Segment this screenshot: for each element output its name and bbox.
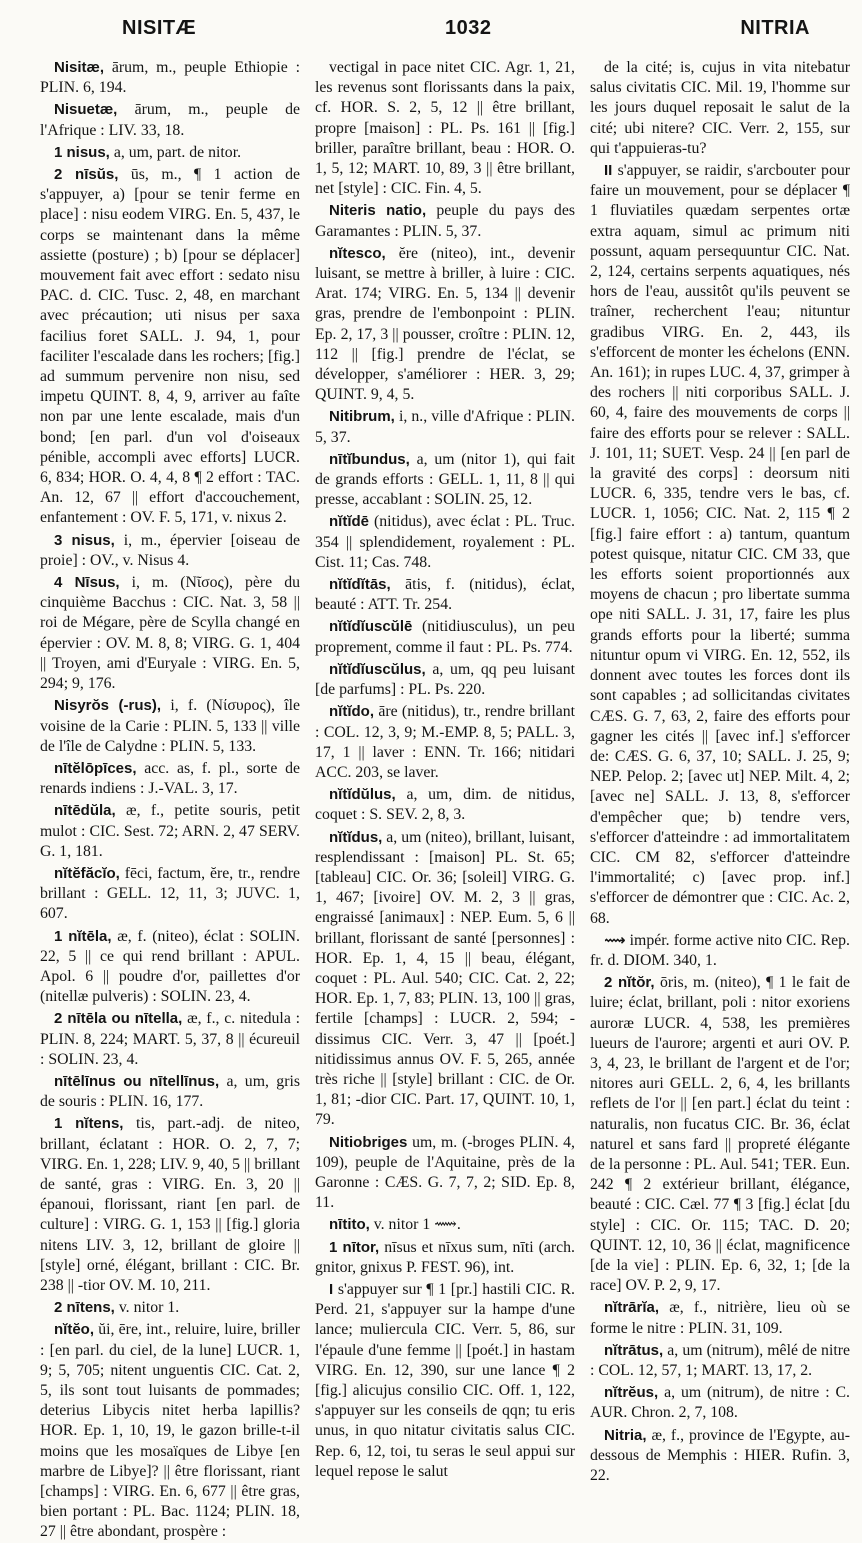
entry-definition: ārum, m., peuple de l'Afrique : LIV. 33, 18. <box>40 101 300 139</box>
entry-headword: 3 nisus, <box>54 531 115 549</box>
dictionary-entry <box>315 1133 575 1214</box>
entry-headword: nĭtĕfăcĭo, <box>54 864 120 882</box>
dictionary-entry <box>40 759 300 799</box>
entry-headword: nĭtĭdus, <box>329 828 383 846</box>
entry-headword: nĭtrĕus, <box>604 1384 659 1402</box>
entry-headword: nītito, <box>329 1216 370 1234</box>
entry-definition: i, n., ville d'Afrique : PLIN. 5, 37. <box>315 408 575 446</box>
entry-definition: tis, part.-adj. de niteo, brillant, éclatant : HOR. O. 2, 7, 7; VIRG. En. 1, 228; LIV. 9, 40, 5 || brillant de santé, gras : VIRG. En. 3, 20 || épanoui, florissant, riant [en parl. de culture] : VIRG. G. 1, 153 || [fig.] gloria nitens LIV. 3, 12, brillant de gloire || [style] orné, élégant, brillant : CIC. Br. 238 || -tior OV. M. 10, 211. <box>40 1115 300 1294</box>
dictionary-entry <box>315 702 575 783</box>
entry-definition: ĕre (niteo), int., devenir luisant, se mettre à briller, à luire : CIC. Arat. 174; VIRG. En. 5, 134 || devenir gras, prendre de l'embonpoint : PLIN. Ep. 2, 17, 3 || pousser, croître : PLIN. 12, 112 || [fig.] prendre de l'éclat, se développer, s'améliorer : HER. 3, 29; QUINT. 9, 4, 5. <box>315 244 575 404</box>
dictionary-entry <box>40 864 300 925</box>
entry-headword: nĭtĭdē <box>329 513 369 531</box>
entry-headword: Nitiobriges <box>329 1133 408 1151</box>
dictionary-entry <box>315 617 575 657</box>
entry-definition: v. nitor 1 ⟿. <box>373 1216 461 1234</box>
dictionary-entry <box>40 573 300 694</box>
entry-definition: a, um (nitrum), de nitre : C. AUR. Chron. 2, 7, 108. <box>590 1384 850 1422</box>
entry-definition: a, um, dim. de nitidus, coquet : S. SEV. 2, 8, 3. <box>315 786 575 824</box>
dictionary-entry <box>40 696 300 757</box>
entry-headword: nītĭbundus, <box>329 450 410 468</box>
entry-definition: nīsus et nīxus sum, nīti (arch. gnitor, gnixus P. FEST. 96), int. <box>315 1238 575 1276</box>
entry-headword: II <box>604 162 613 180</box>
entry-definition: a, um, qq peu luisant [de parfums] : PL. Ps. 220. <box>315 660 575 699</box>
entry-definition: impér. forme active nito CIC. Rep. fr. d. DIOM. 340, 1. <box>590 931 850 969</box>
entry-definition: a, um, gris de souris : PLIN. 16, 177. <box>40 1072 300 1111</box>
entry-definition: i, f. (Νίσυρος), île voisine de la Carie : PLIN. 5, 133 || ville de l'île de Calydne : PLIN. 5, 133. <box>40 697 300 755</box>
entry-headword: 2 nīsŭs, <box>54 166 119 184</box>
entry-headword: nĭtĭdŭlus, <box>329 786 396 804</box>
entry-headword: nītĕlōpīces, <box>54 759 137 777</box>
entry-headword: 1 nĭtens, <box>54 1115 124 1133</box>
entry-definition: (nitidiusculus), un peu proprement, comme il faut : PL. Ps. 774. <box>315 618 576 656</box>
header-right-word: NITRIA <box>740 17 810 39</box>
page-number: 1032 <box>444 17 492 39</box>
dictionary-entry <box>40 1114 300 1296</box>
entry-definition: āre (nitidus), tr., rendre brillant : COL. 12, 3, 9; M.-EMP. 8, 5; PALL. 3, 17, 1 || laver : ENN. Tr. 166; nitidari ACC. 203, se laver. <box>315 703 576 781</box>
dictionary-entry <box>315 58 575 199</box>
dictionary-entry <box>40 100 300 140</box>
entry-headword: nĭtĭdĭuscŭlus, <box>329 660 426 678</box>
entry-headword: nītēdŭla, <box>54 802 116 820</box>
entry-headword: I <box>329 1280 334 1298</box>
entry-definition: ōris, m. (niteo), ¶ 1 le fait de luire; éclat, brillant, poli : nitor exoriens auroræ LUCR. 4, 538, les premières lueurs de l'aurore; argenti et auri OV. P. 3, 4, 23, le brillant de l'argent et de l'or; nitores auri GELL. 2, 6, 4, les brillants reflets de l'or || [en part.] éclat du teint : naturalis, non fucatus CIC. Br. 36, éclat naturel et sans fard || propreté élégante de la personne : PL. Aul. 541; TER. Eun. 242 ¶ 2 extérieur brillant, élégance, beauté : CIC. Cæl. 77 ¶ 3 [fig.] éclat [du style] : CIC. Or. 115; TAC. D. 20; QUINT. 12, 10, 36 || éclat, magnificence [de la vie] : PLIN. Ep. 6, 32, 1; [de la race] OV. P. 2, 9, 17. <box>590 974 850 1295</box>
entry-definition: ŭi, ēre, int., reluire, luire, briller : [en parl. du ciel, de la lune] LUCR. 1, 9; 5, 705; nitent unguentis CIC. Cat. 2, 5, ils sont tout luisants de pommades; deterius Libycis nitet herba lapillis? HOR. Ep. 1, 10, 19, le gazon brille-t-il moins que les mosaïques de Libye [en marbre de Libye]? || être florissant, riant [champs] : VIRG. En. 6, 677 || être gras, bien portant : PL. Bac. 1124; PLIN. 18, 27 || être abondant, prospère : <box>40 1321 300 1541</box>
entry-headword: Nisitæ, <box>54 59 105 76</box>
dictionary-entry <box>315 512 575 573</box>
dictionary-entry <box>315 828 575 1131</box>
column-1 <box>40 58 301 1541</box>
entry-headword: 2 nītēla ou nītella, <box>54 1010 183 1028</box>
entry-definition: um, m. (-broges PLIN. 4, 109), peuple de l'Aquitaine, près de la Garonne : CÆS. G. 7, 7, 2; SID. Ep. 8, 11. <box>315 1133 575 1212</box>
entry-definition: a, um, part. de nitor. <box>113 143 242 161</box>
entry-headword: Nisuetæ, <box>54 101 118 119</box>
entry-headword: 2 nītens, <box>54 1299 115 1317</box>
dictionary-entry <box>315 785 575 825</box>
dictionary-entry <box>315 407 575 447</box>
dictionary-entry <box>590 931 850 971</box>
dictionary-entry <box>315 1215 575 1235</box>
column-2 <box>315 58 576 1480</box>
entry-definition: æ, f., petite souris, petit mulot : CIC. Sest. 72; ARN. 2, 47 SERV. G. 1, 181. <box>40 802 301 860</box>
dictionary-entry <box>40 1072 300 1112</box>
entry-headword: Nisyrŏs (-rus), <box>54 697 162 715</box>
entry-headword: ⟿ <box>604 931 626 949</box>
entry-definition: æ, f., c. nitedula : PLIN. 8, 224; MART. 5, 37, 8 || écureuil : SOLIN. 23, 4. <box>40 1010 300 1068</box>
entry-definition: peuple du pays des Garamantes : PLIN. 5, 37. <box>315 202 575 240</box>
column-3 <box>590 58 851 1485</box>
entry-headword: Nitibrum, <box>329 408 395 426</box>
entry-headword: 2 nĭtŏr, <box>604 974 655 992</box>
entry-headword: Nitria, <box>604 1426 647 1444</box>
dictionary-entry <box>40 1298 300 1318</box>
dictionary-entry <box>40 165 300 529</box>
entry-definition: a, um (niteo), brillant, luisant, resplendissant : [maison] PL. St. 65; [tableau] CIC. Or. 36; [soleil] VIRG. G. 1, 467; [ivoire] OV. M. 2, 3 || gras, engraissé [animaux] : NEP. Eum. 5, 6 || brillant, florissant de santé [personnes] : HOR. Ep. 1, 4, 15 || beau, élégant, coquet : PL. Aul. 540; CIC. Cat. 2, 22; HOR. Ep. 1, 7, 83; PLIN. 13, 100 || gras, fertile [champs] : LUCR. 2, 594; -dissimus CIC. Verr. 3, 47 || [poét.] nitidissimus annus OV. F. 5, 265, année très riche || [style] brillant : CIC. de Or. 1, 81; -dior CIC. Part. 17, QUINT. 10, 1, 79. <box>315 828 575 1129</box>
entry-headword: nĭtĭdĭtās, <box>329 576 391 594</box>
entry-definition: ārum, m., peuple Ethiopie : PLIN. 6, 194. <box>40 59 300 97</box>
entry-definition: de la cité; is, cujus in vita nitebatur salus civitatis CIC. Mil. 19, l'homme sur les jours duquel reposait le salut de la cité; ubi nitere? CIC. Verr. 2, 155, sur qui t'appuieras-tu? <box>590 59 850 157</box>
dictionary-entry <box>590 1341 850 1381</box>
dictionary-entry <box>590 973 850 1296</box>
dictionary-entry <box>315 450 575 511</box>
entry-definition: s'appuyer, se raidir, s'arcbouter pour faire un mouvement, pour se déplacer ¶ 1 fluviatiles quædam serpentes ortæ extra aquam, simul ac primum niti possunt, aquam persequuntur CIC. Nat. 2, 124, certains serpents aquatiques, nés hors de l'eau, aussitôt qu'ils peuvent se traîner, recherchent l'eau; nituntur gradibus VIRG. En. 2, 443, ils s'efforcent de monter les échelons (ENN. An. 161); in rupes LUC. 4, 37, grimper à des rochers || niti corporibus SALL. J. 60, 4, faire des mouvements de corps || faire des efforts pour se relever : SALL. J. 101, 11; SUET. Vesp. 24 || [en parl de la gravité des corps] : deorsum niti LUCR. 6, 335, tendre vers le bas, cf. LUCR. 1, 1056; CIC. Nat. 2, 115 ¶ 2 [fig.] faire effort : a) tantum, quantum potest quisque, nitatur CIC. CM 33, que les efforts soient proportionnés aux moyens de chacun ; pro libertate summa ope niti SALL. J. 31, 17, faire les plus grands efforts pour la liberté; summa nituntur opum vi VIRG. En. 12, 552, ils donnent avec toutes les forces dont ils sont capables ; ad sollicitandas civitates CÆS. G. 7, 63, 2, faire des efforts pour gagner les cités || [avec inf.] s'efforcer de: CÆS. G. 6, 37, 10; SALL. J. 25, 9; NEP. Pelop. 2; [avec ut] NEP. Milt. 4, 2; [avec ne] SALL. J. 13, 8, s'efforcer d'empêcher que; b) tendre vers, s'efforcer d'atteindre : ad immortalitatem CIC. CM 82, s'efforcer d'atteindre l'immortalité; c) [avec prop. inf.] s'efforcer de démontrer que : CIC. Ac. 2, 68. <box>590 162 851 927</box>
dictionary-entry <box>315 660 575 700</box>
dictionary-entry <box>40 58 300 98</box>
dictionary-entry <box>40 1009 300 1070</box>
entry-headword: 1 nītor, <box>329 1238 380 1256</box>
entry-definition: v. nitor 1. <box>118 1299 180 1317</box>
entry-definition: i, m., épervier [oiseau de proie] : OV., v. Nisus 4. <box>40 531 301 569</box>
dictionary-entry <box>590 1383 850 1423</box>
dictionary-entry <box>590 161 850 929</box>
entry-headword: nĭtrārĭa, <box>604 1299 660 1317</box>
entry-definition: i, m. (Νῖσος), père du cinquième Bacchus : CIC. Nat. 3, 58 || roi de Mégare, père de Scylla changé en épervier : OV. M. 8, 8; VIRG. G. 1, 404 || Troyen, ami d'Euryale : VIRG. En. 5, 294; 9, 176. <box>40 574 300 693</box>
entry-definition: æ, f., nitrière, lieu où se forme le nitre : PLIN. 31, 109. <box>590 1299 850 1337</box>
entry-definition: ūs, m., ¶ 1 action de s'appuyer, a) [pour se tenir ferme en place] : nisu eodem VIRG. En. 5, 437, le corps se maintenant dans la même assiette (posture) ; b) [pour se déplacer] mouvement fait avec effort : sedato nisu PAC. d. CIC. Tusc. 2, 48, en marchant avec précaution; uti nisus per saxa facilius foret SALL. J. 94, 1, pour faciliter l'escalade dans les rochers; [fig.] ad summum pervenire non nisu, sed impetu QUINT. 8, 4, 9, arriver au faîte non par une lente escalade, mais d'un bond; [en parl. d'un vol d'oiseaux pénible, accompli avec efforts] LUCR. 6, 834; HOR. O. 4, 4, 8 ¶ 2 effort : TAC. An. 12, 67 || effort d'accouchement, enfantement : OV. F. 5, 171, v. nixus 2. <box>40 166 300 527</box>
entry-definition: æ, f. (niteo), éclat : SOLIN. 22, 5 || ce qui rend brillant : APUL. Apol. 6 || poudre d'or, paillettes d'or (nitellæ pulveris) : SOLIN. 23, 4. <box>40 927 300 1006</box>
entry-definition: (nitidus), avec éclat : PL. Truc. 354 || splendidement, royalement : PL. Cist. 11; Cas. 748. <box>315 513 575 571</box>
entry-headword: nĭtrātus, <box>604 1341 664 1359</box>
dictionary-entry <box>40 927 300 1008</box>
entry-definition: s'appuyer sur ¶ 1 [pr.] hastili CIC. R. Perd. 21, s'appuyer sur la hampe d'une lance; muliercula CIC. Verr. 5, 86, sur l'épaule d'une femme || [poét.] in hastam VIRG. En. 12, 390, sur une lance ¶ 2 [fig.] alicujus consilio CIC. Off. 1, 122, s'appuyer sur les conseils de qqn; tu eris unus, in quo nitatur civitatis salus CIC. Rep. 6, 12, toi, tu seras le seul appui sur lequel repose le salut <box>315 1280 575 1480</box>
entry-headword: nĭtesco, <box>329 244 386 262</box>
dictionary-entry <box>40 1320 300 1542</box>
dictionary-entry <box>315 1280 575 1482</box>
text-columns <box>40 58 851 1541</box>
dictionary-entry <box>315 1238 575 1278</box>
entry-definition: a, um (nitor 1), qui fait de grands efforts : GELL. 1, 11, 8 || qui presse, accablant : SOLIN. 25, 12. <box>315 450 575 509</box>
dictionary-entry <box>315 575 575 615</box>
entry-definition: fēci, factum, ĕre, tr., rendre brillant : GELL. 12, 11, 3; JUVC. 1, 607. <box>40 864 300 923</box>
dictionary-entry <box>590 58 850 159</box>
dictionary-entry <box>40 801 300 862</box>
dictionary-entry <box>40 143 300 163</box>
dictionary-entry <box>590 1426 850 1487</box>
entry-headword: nĭtĭdĭuscŭlē <box>329 618 413 636</box>
entry-headword: nītēlīnus ou nītellīnus, <box>54 1072 220 1090</box>
entry-definition: acc. as, f. pl., sorte de renards indiens : J.-VAL. 3, 17. <box>40 759 300 798</box>
dictionary-entry <box>315 244 575 406</box>
entry-definition: vectigal in pace nitet CIC. Agr. 1, 21, les revenus sont florissants dans la paix, cf. HOR. S. 2, 5, 12 || être brillant, propre [maison] : PL. Ps. 161 || [fig.] briller, paraître brillant, beau : HOR. O. 1, 5, 12; MART. 10, 89, 3 || être brillant, net [style] : CIC. Fin. 4, 5. <box>315 59 575 198</box>
entry-headword: Niteris natio, <box>329 202 427 220</box>
entry-headword: nĭtĕo, <box>54 1321 94 1339</box>
entry-headword: nĭtĭdo, <box>329 703 374 721</box>
running-header <box>14 0 848 40</box>
dictionary-entry <box>40 531 300 571</box>
dictionary-entry <box>590 1298 850 1338</box>
entry-definition: æ, f., province de l'Egypte, au-dessous de Memphis : HIER. Rufin. 3, 22. <box>590 1426 851 1485</box>
entry-headword: 4 Nīsus, <box>54 574 120 592</box>
entry-definition: a, um (nitrum), mêlé de nitre : COL. 12, 57, 1; MART. 13, 17, 2. <box>590 1341 851 1379</box>
entry-definition: ātis, f. (nitidus), éclat, beauté : ATT. Tr. 254. <box>315 576 575 614</box>
entry-headword: 1 nisus, <box>54 143 110 161</box>
dictionary-entry <box>315 201 575 241</box>
entry-headword: 1 nĭtēla, <box>54 927 112 945</box>
header-left-word: NISITÆ <box>122 17 197 39</box>
